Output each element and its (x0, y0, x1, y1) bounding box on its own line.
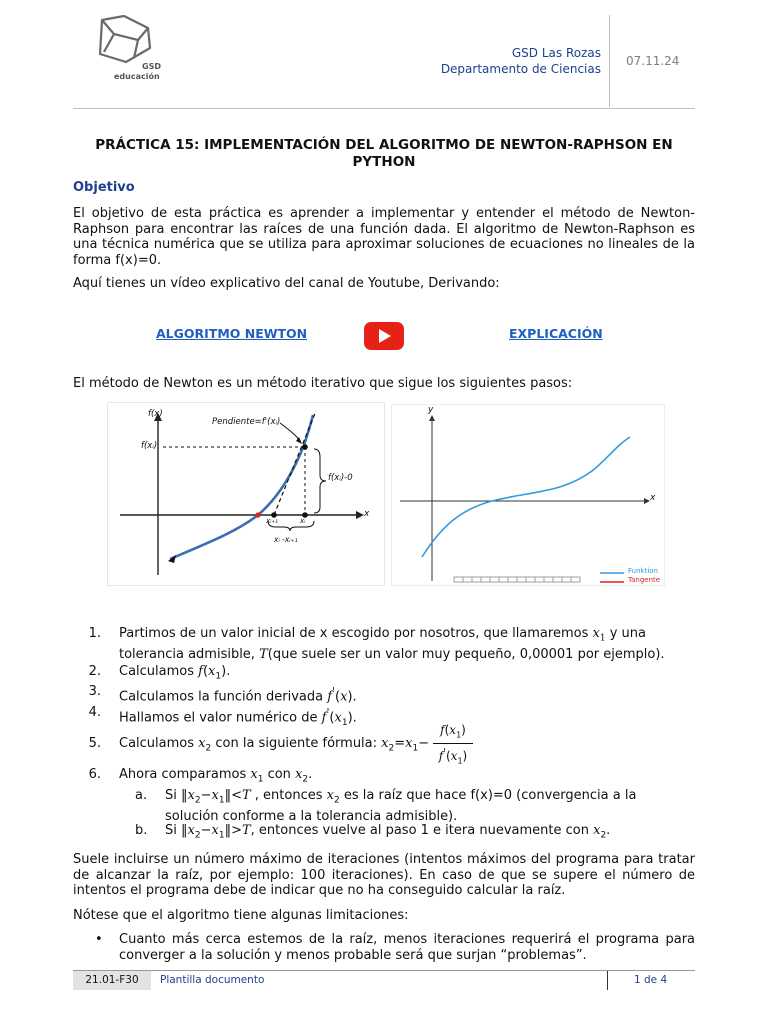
step6a-text-1: Si (165, 788, 177, 803)
header-dept: Departamento de Ciencias (440, 62, 601, 76)
fig1-label-xi: xᵢ (300, 517, 306, 525)
fig1-label-fx: f(x) (148, 409, 163, 419)
step6a-text-3: es la raíz que hace f(x)=0 (convergencia a la (343, 788, 637, 803)
step3-text: Calculamos la función derivada (119, 689, 324, 705)
step2-text: Calculamos (119, 664, 195, 679)
header-divider (609, 15, 610, 107)
fig2-label-x: x (650, 493, 656, 503)
footer-page: 1 de 4 (634, 974, 668, 986)
step1-text-c: tolerancia admisible, (119, 647, 255, 663)
newton-formula-fraction: $f(x_1)$ $f'(x_1)$ (433, 722, 473, 770)
page-title (73, 137, 695, 171)
step4-text: Hallamos el valor numérico de (119, 710, 318, 726)
limitations-intro: Nótese que el algoritmo tiene algunas limitaciones: (73, 908, 409, 923)
objective-paragraph: El objetivo de esta práctica es aprender a implementar y entender el método de Newton-Raphson para encontrar las raíces de una función dada. El algoritmo de Newton-Raphson es una técnica numérica que se utiliza para aproximar soluciones de ecuaciones no lineales de la forma f(x)=0. (73, 206, 695, 268)
header-rule (73, 108, 695, 109)
logo-text-gsd: GSD (142, 62, 161, 71)
fig1-label-fxi: f(xᵢ) (141, 441, 158, 451)
function-plot-svg (392, 405, 664, 585)
figure-function-plot (391, 404, 665, 586)
youtube-play-icon[interactable] (364, 322, 404, 350)
link-explicacion[interactable]: EXPLICACIÓN (509, 326, 603, 341)
fig1-label-xi1: xᵢ₊₁ (266, 517, 278, 525)
header-org: GSD Las Rozas (511, 46, 601, 60)
step5-text-b: con la siguiente fórmula: (215, 736, 378, 751)
footer-divider (607, 971, 608, 990)
step6a-text-4: solución conforme a la tolerancia admisible). (165, 809, 458, 825)
header-org-block (400, 45, 601, 77)
step1-text-a: Partimos de un valor inicial de x escogido por nosotros, que llamaremos (119, 626, 589, 641)
step6b-text-2: , entonces vuelve al paso 1 e itera nuevamente con (250, 823, 589, 838)
fig2-label-y: y (428, 405, 434, 415)
page-title-line-2: PYTHON (352, 154, 416, 170)
header-date: 07.11.24 (626, 54, 680, 68)
figure-newton-diagram (107, 402, 385, 586)
step5-text-a: Calculamos (119, 736, 195, 751)
step6-text-a: Ahora comparamos (119, 767, 247, 782)
fig1-label-x: x (364, 509, 370, 519)
page-title-line-1: PRÁCTICA 15: IMPLEMENTACIÓN DEL ALGORITMO DE NEWTON-RAPHSON EN (95, 137, 673, 153)
fig1-label-span: xᵢ -xᵢ₊₁ (274, 535, 298, 544)
steps-intro-text: El método de Newton es un método iterativo que sigue los siguientes pasos: (73, 376, 573, 391)
step1-text-d: (que suele ser un valor muy pequeño, 0,00001 por ejemplo). (267, 647, 665, 663)
step6b-text-1: Si (165, 823, 177, 838)
link-algoritmo-newton[interactable]: ALGORITMO NEWTON (156, 326, 308, 341)
fig2-legend-tangente: Tangente (628, 576, 661, 584)
bullet-dot-icon: • (95, 932, 103, 947)
bullet-1-text: Cuanto más cerca estemos de la raíz, menos iteraciones requerirá el programa para converger a la solución y menos probable será que surjan “problemas”. (119, 932, 695, 963)
footer-code: 21.01-F30 (73, 971, 151, 990)
logo (92, 14, 162, 86)
logo-text-educacion: educación (114, 72, 160, 81)
fig1-label-diff: f(xᵢ)-0 (328, 473, 353, 483)
fig2-legend-funktion: Funktion (628, 567, 658, 575)
max-iterations-paragraph: Suele incluirse un número máximo de iteraciones (intentos máximos del programa para tratar de alcanzar la raíz, por ejemplo: 100 iteraciones). En caso de que se supere el número de intentos el programa debe de indicar que no ha conseguido calcular la raíz. (73, 852, 695, 898)
fig1-label-slope: Pendiente=f'(xᵢ) (212, 417, 281, 427)
video-intro-text: Aquí tienes un vídeo explicativo del canal de Youtube, Derivando: (73, 276, 500, 291)
footer-template: Plantilla documento (160, 974, 265, 986)
step1-text-b: y una (609, 626, 646, 641)
step6-text-b: con (267, 767, 291, 782)
newton-diagram-svg (108, 403, 384, 585)
section-heading-objetivo: Objetivo (73, 180, 135, 195)
step6a-text-2: , entonces (254, 788, 323, 803)
